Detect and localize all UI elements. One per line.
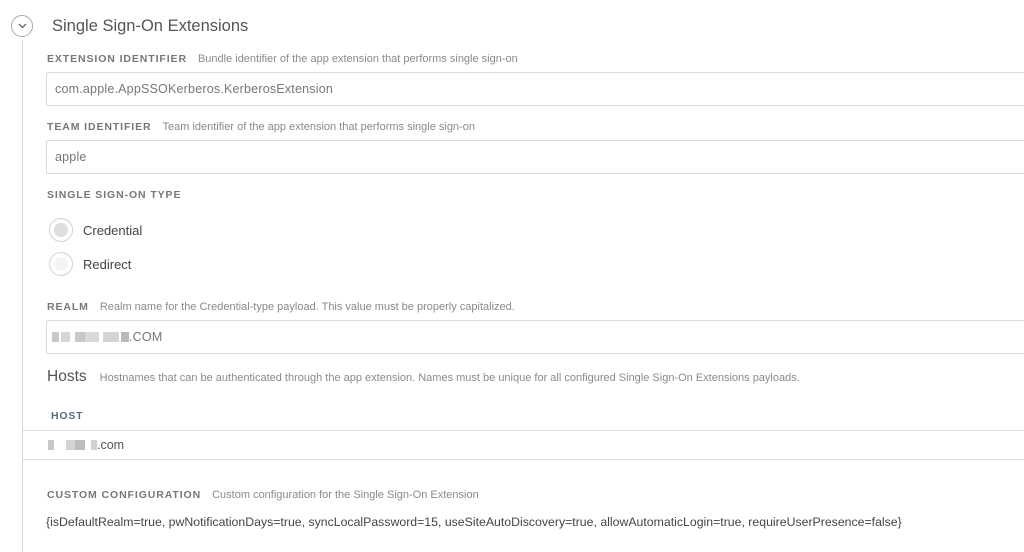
redacted-text	[85, 332, 99, 342]
section-title: Single Sign-On Extensions	[52, 16, 249, 35]
section-left-rule	[22, 40, 23, 552]
team-identifier-value: apple	[55, 150, 87, 164]
credential-radio[interactable]	[49, 218, 73, 242]
redacted-text	[52, 332, 59, 342]
redirect-radio-label: Redirect	[83, 256, 132, 272]
redacted-text	[66, 440, 75, 450]
credential-radio-label: Credential	[83, 222, 143, 238]
host-column-header: HOST	[51, 410, 84, 422]
team-identifier-label: TEAM IDENTIFIER	[47, 121, 152, 133]
redacted-text	[103, 332, 119, 342]
table-divider	[23, 430, 1024, 431]
custom-configuration-label: CUSTOM CONFIGURATION	[47, 489, 202, 501]
redacted-text	[75, 440, 85, 450]
sso-type-label: SINGLE SIGN-ON TYPE	[47, 189, 182, 201]
realm-description: Realm name for the Credential-type payload. This value must be properly capitalized.	[99, 301, 515, 313]
table-divider	[23, 459, 1024, 460]
team-identifier-label-row	[47, 121, 475, 133]
extension-identifier-field[interactable]	[46, 72, 1024, 106]
custom-configuration-label-row	[47, 489, 479, 501]
redacted-text	[121, 332, 129, 342]
redacted-text	[61, 332, 70, 342]
realm-value-suffix: .COM	[129, 330, 163, 344]
hosts-title: Hosts	[47, 368, 87, 385]
collapse-section-button[interactable]	[11, 15, 33, 37]
team-identifier-field[interactable]	[46, 140, 1024, 174]
sso-type-option-credential[interactable]	[49, 218, 142, 242]
redacted-text	[75, 332, 85, 342]
custom-configuration-value[interactable]: {isDefaultRealm=true, pwNotificationDays=true, syncLocalPassword=15, useSiteAutoDiscovery=true, allowAutomaticLogin=true, requireUserPresence=false}	[46, 515, 902, 529]
chevron-down-icon	[18, 23, 27, 29]
realm-label: REALM	[47, 301, 89, 313]
redirect-radio[interactable]	[49, 252, 73, 276]
realm-field[interactable]	[46, 320, 1024, 354]
extension-identifier-value: com.apple.AppSSOKerberos.KerberosExtension	[55, 82, 333, 96]
hosts-title-row	[47, 368, 800, 386]
redacted-text	[48, 440, 54, 450]
team-identifier-description: Team identifier of the app extension that performs single sign-on	[162, 121, 475, 133]
custom-configuration-description: Custom configuration for the Single Sign-On Extension	[212, 489, 479, 501]
section-header	[11, 12, 248, 40]
extension-identifier-label: EXTENSION IDENTIFIER	[47, 53, 187, 65]
realm-label-row	[47, 301, 515, 313]
extension-identifier-description: Bundle identifier of the app extension that performs single sign-on	[197, 53, 518, 65]
table-row[interactable]	[48, 436, 124, 454]
hosts-description: Hostnames that can be authenticated through the app extension. Names must be unique for all configured Single Sign-On Extensions payloads.	[99, 372, 800, 384]
sso-type-option-redirect[interactable]	[49, 252, 131, 276]
sso-type-label-row	[47, 189, 181, 201]
host-value-suffix: .com	[97, 438, 125, 452]
extension-identifier-label-row	[47, 53, 518, 65]
